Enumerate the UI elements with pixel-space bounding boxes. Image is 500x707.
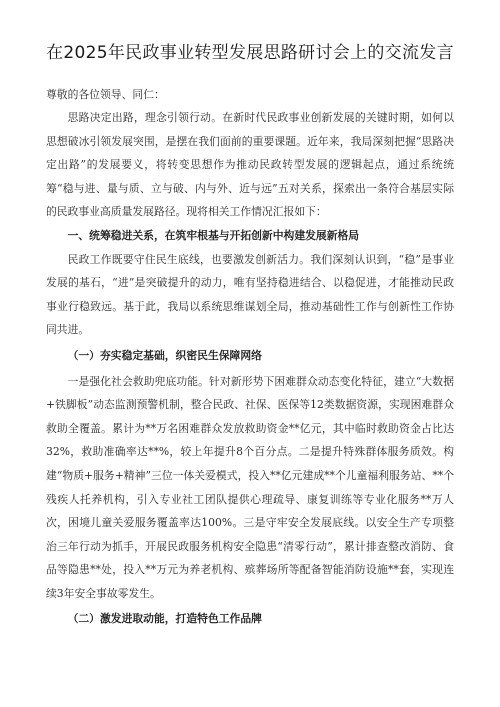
intro-paragraph: 思路决定出路，理念引领行动。在新时代民政事业创新发展的关键时期，如何以思想破冰引领发展突围，是摆在我们面前的重要课题。近年来，我局深刻把握“思路决定出路”的发展要义，将转变思想作为推动民政转型发展的逻辑起点，通过系统统筹“稳与进、量与质、立与破、内与外、近与远”五对关系，探索出一条符合基层实际的民政事业高质量发展路径。现将相关工作情况汇报如下： [46,111,454,219]
subsection-2-heading: （二）激发进取动能，打造特色工作品牌 [67,612,262,626]
document-title: 在2025年民政事业转型发展思路研讨会上的交流发言 [46,43,454,63]
section-1-heading: 一、统筹稳进关系，在筑牢根基与开拓创新中构建发展新格局 [67,228,360,242]
section-1-paragraph: 民政工作既要守住民生底线，也要激发创新活力。我们深刻认识到，“稳”是事业发展的基石，“进”是突破提升的动力，唯有坚持稳进结合、以稳促进，才能推动民政事业行稳致远。基于此，我局以系统思维谋划全局，推动基础性工作与创新性工作协同共进。 [46,252,454,337]
subsection-1-heading: （一）夯实稳定基础，织密民生保障网络 [67,348,262,362]
salutation: 尊敬的各位领导、同仁： [46,88,165,101]
subsection-1-paragraph: 一是强化社会救助兜底功能。针对新形势下困难群众动态变化特征，建立“大数据+铁脚板”动态监测预警机制，整合民政、社保、医保等12类数据资源，实现困难群众救助全覆盖。累计为**万名困难群众发放救助资金**亿元，其中临时救助资金占比达32%，救助准确率达**%，较上年提升8个百分点。二是提升特殊群体服务质效。构建“物质+服务+精神”三位一体关爱模式，投入**亿元建成**个儿童福利服务站、**个残疾人托养机构，引入专业社工团队提供心理疏导、康复训练等专业化服务**万人次，困境儿童关爱服务覆盖率达100%。三是守牢安全发展底线。以安全生产专项整治三年行动为抓手，开展民政服务机构安全隐患“清零行动”，累计排查整改消防、食品等隐患**处，投入**万元为养老机构、殡葬场所等配备智能消防设施**套，实现连续3年安全事故零发生。 [46,374,454,600]
